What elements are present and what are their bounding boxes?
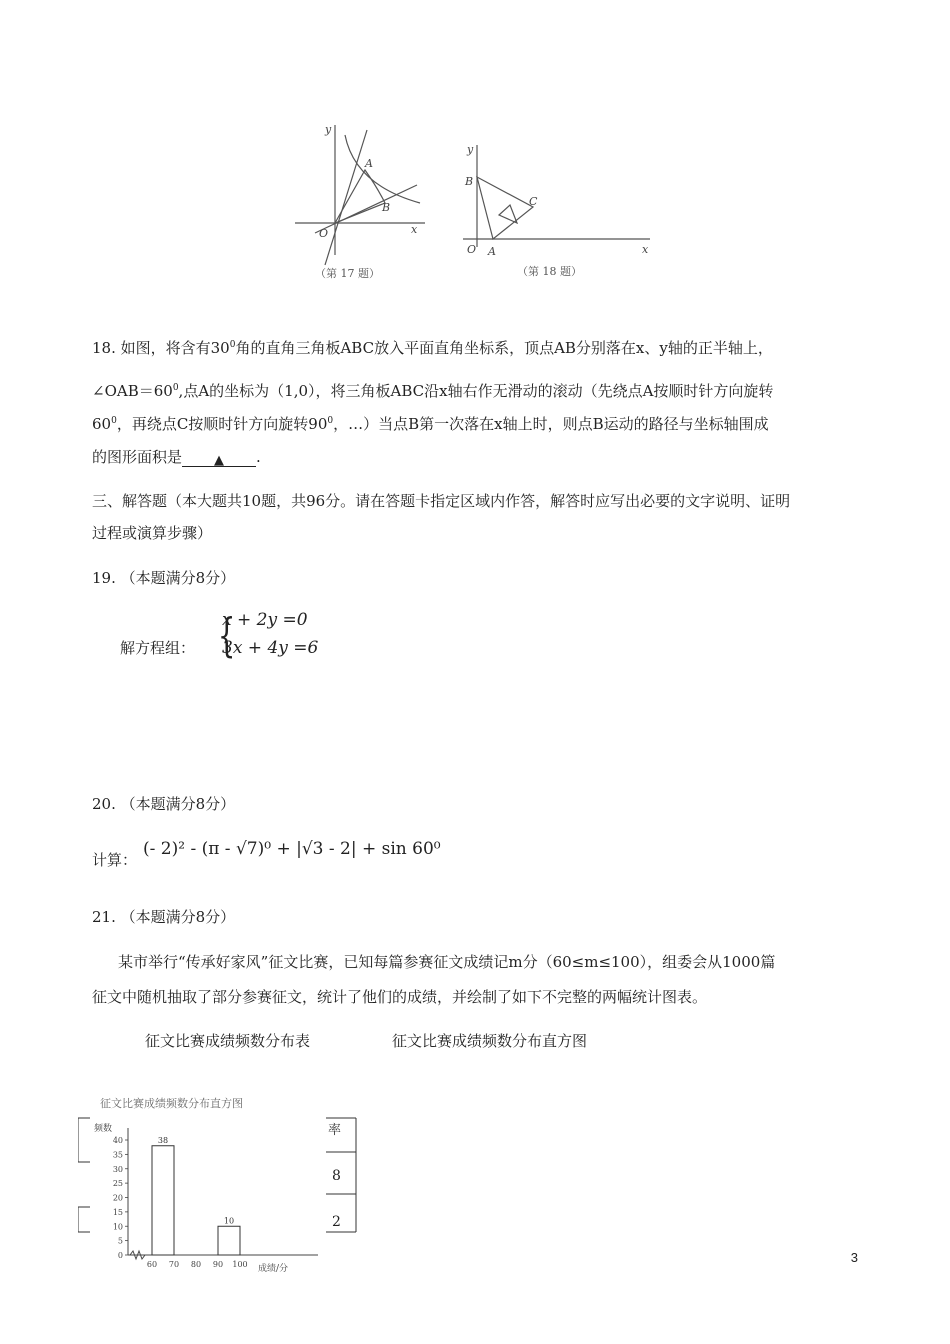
histogram-bar [218, 1226, 240, 1255]
q20-expression: (- 2)² - (π - √7)⁰ + |√3 - 2| + sin 60⁰ [143, 839, 441, 859]
svg-text:O: O [467, 243, 477, 256]
y-tick-label: 20 [112, 1193, 123, 1203]
svg-text:C: C [529, 195, 538, 208]
svg-text:O: O [319, 227, 329, 240]
q19-equation-2: 3x + 4y =6 [222, 638, 319, 658]
svg-text:x: x [411, 223, 418, 236]
svg-text:y: y [467, 143, 474, 156]
x-tick-label: 100 [232, 1260, 248, 1269]
q18-line-4: 的图形面积是 ▲ . [92, 448, 261, 468]
bar-data-label: 38 [157, 1135, 169, 1145]
table-cell-fragment-3: 2 [332, 1214, 341, 1230]
section-3-line-1: 三、解答题（本大题共10题，共96分。请在答题卡指定区域内作答，解答时应写出必要的文字说明、证明 [92, 492, 791, 510]
y-tick-label: 5 [117, 1236, 123, 1246]
y-tick-label: 0 [117, 1251, 123, 1260]
q18-line-1: 18. 如图，将含有$30^0$角的直角三角板ABC放入平面直角坐标系，顶点AB分别落在x、y轴的正半轴上， [92, 339, 773, 357]
svg-text:B: B [465, 175, 474, 188]
y-tick-label: 40 [112, 1136, 123, 1145]
q18-line-2: $\angle OAB=60^0$,点A的坐标为（1,0），将三角板ABC沿x轴右作无滑动的滚动（先绕点A按顺时针方向旋转 [92, 382, 774, 400]
svg-text:x: x [642, 243, 649, 256]
y-tick-label: 15 [112, 1207, 123, 1217]
svg-text:B: B [382, 201, 391, 214]
y-tick-label: 25 [112, 1179, 123, 1189]
y-tick-label: 35 [112, 1150, 123, 1160]
q19-title: 19. （本题满分8分） [92, 569, 236, 587]
chart-title: 征文比赛成绩频数分布直方图 [392, 1032, 588, 1050]
histogram-bar [152, 1146, 174, 1255]
svg-text:A: A [365, 157, 373, 170]
figure-18 [455, 135, 660, 285]
answer-blank: ▲ [182, 450, 256, 467]
x-tick-label: 60 [146, 1260, 158, 1269]
x-tick-label: 90 [212, 1260, 224, 1269]
histogram-xlabel: 成绩/分 [258, 1264, 289, 1274]
y-tick-label: 10 [112, 1222, 123, 1232]
figure-18-caption: （第 18 题） [517, 265, 582, 278]
x-tick-label: 80 [190, 1260, 202, 1269]
q19-equation-1: x + 2y =0 [222, 610, 308, 630]
q21-line-1: 某市举行“传承好家风”征文比赛，已知每篇参赛征文成绩记m分（60≤m≤100），组委会从1000篇 [118, 953, 776, 971]
x-tick-label: 70 [168, 1260, 180, 1269]
table-cell-fragment-1: 率 [328, 1123, 342, 1138]
svg-text:y: y [325, 123, 332, 136]
q20-prompt: 计算： [92, 851, 138, 869]
bar-data-label: 10 [223, 1216, 235, 1226]
svg-text:A: A [488, 245, 496, 258]
equation-brace: { [217, 608, 236, 662]
q21-title: 21. （本题满分8分） [92, 908, 236, 926]
section-3-line-2: 过程或演算步骤） [92, 524, 213, 542]
y-tick-label: 30 [112, 1164, 123, 1174]
page-number: 3 [850, 1250, 858, 1265]
figure-17-caption: （第 17 题） [315, 267, 380, 280]
histogram-title: 征文比赛成绩频数分布直方图 [100, 1097, 243, 1110]
histogram-ylabel: 频数 [94, 1124, 113, 1134]
q19-prompt: 解方程组： [120, 639, 196, 657]
histogram-chart [90, 1095, 335, 1280]
q18-line-3: $60^0$，再绕点C按顺时针方向旋转$90^0$，…）当点B第一次落在x轴上时，则点B运动的路径与坐标轴围成 [92, 415, 769, 433]
table-title: 征文比赛成绩频数分布表 [145, 1032, 311, 1050]
q20-title: 20. （本题满分8分） [92, 795, 236, 813]
q21-line-2: 征文中随机抽取了部分参赛征文，统计了他们的成绩，并绘制了如下不完整的两幅统计图表。 [92, 988, 708, 1006]
table-cell-fragment-2: 8 [332, 1168, 341, 1184]
figure-17 [285, 115, 435, 287]
